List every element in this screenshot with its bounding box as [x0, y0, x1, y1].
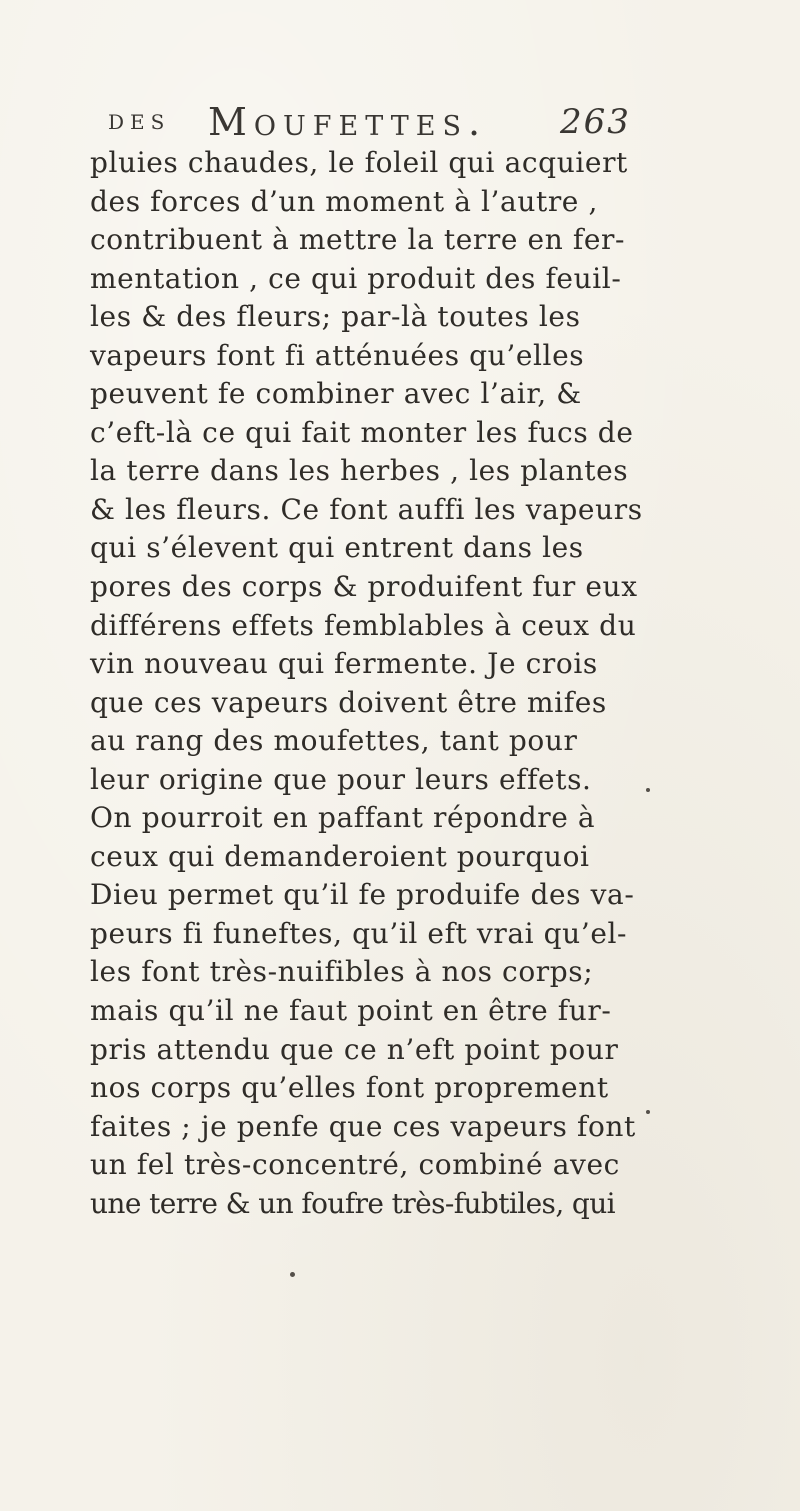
text-line: un fel très-concentré, combiné avec — [90, 1148, 620, 1182]
text-line: des forces d’un moment à l’autre , — [90, 184, 598, 218]
text-line: peuvent fe combiner avec l’air, & — [90, 377, 582, 411]
running-head-title: Moufettes. — [208, 100, 488, 144]
body-text — [90, 144, 643, 1223]
text-line: peurs fi funeftes, qu’il eft vrai qu’el- — [90, 916, 628, 950]
text-line: vin nouveau qui fermente. Je crois — [90, 647, 598, 681]
text-line: la terre dans les herbes , les plantes — [90, 454, 629, 488]
text-line: & les fleurs. Ce font auffi les vapeurs — [90, 492, 643, 526]
text-line: pluies chaudes, le foleil qui acquiert — [90, 146, 628, 179]
running-head-prefix: DES — [108, 110, 171, 134]
text-line: pores des corps & produifent fur eux — [90, 570, 638, 604]
text-line: une terre & un foufre très-fubtiles, qui — [90, 1186, 616, 1220]
text-line: vapeurs font fi atténuées qu’elles — [90, 338, 585, 372]
text-line: au rang des moufettes, tant pour — [90, 724, 578, 758]
text-line: mais qu’il ne faut point en être fur- — [90, 994, 612, 1028]
text-line: que ces vapeurs doivent être mifes — [90, 685, 607, 719]
running-head — [108, 100, 631, 150]
text-line: qui s’élevent qui entrent dans les — [90, 531, 584, 565]
text-line: ceux qui demanderoient pourquoi — [90, 839, 590, 873]
ink-speck — [290, 1272, 295, 1277]
text-line: différens effets femblables à ceux du — [90, 608, 637, 642]
ink-speck — [646, 1110, 650, 1114]
page-number: 263 — [560, 102, 631, 142]
text-line: c’eft-là ce qui fait monter les fucs de — [90, 415, 634, 449]
text-line: les & des fleurs; par-là toutes les — [90, 300, 581, 334]
text-line: contribuent à mettre la terre en fer- — [90, 223, 626, 257]
text-line: mentation , ce qui produit des feuil- — [90, 261, 622, 295]
ink-speck — [646, 788, 650, 792]
text-line: pris attendu que ce n’eft point pour — [90, 1032, 619, 1066]
text-line: nos corps qu’elles font proprement — [90, 1071, 609, 1105]
text-line: faites ; je penfe que ces vapeurs font — [90, 1109, 636, 1143]
text-line: Dieu permet qu’il fe produife des va- — [90, 878, 635, 912]
text-line: les font très-nuifibles à nos corps; — [90, 955, 594, 989]
text-line: leur origine que pour leurs effets. — [90, 762, 592, 796]
text-line: On pourroit en paffant répondre à — [90, 801, 596, 835]
